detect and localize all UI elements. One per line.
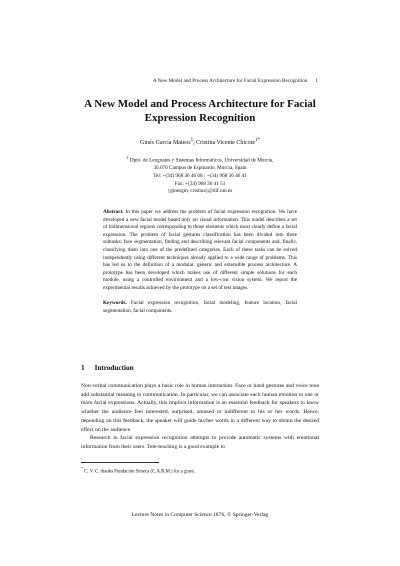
author-name: Cristina Vicente Chicote <box>196 140 255 146</box>
section-body <box>81 382 319 452</box>
footnote <box>81 466 195 475</box>
affiliation-line: 30.070 Campus de Espinardo, Murcia, Spain <box>153 165 247 172</box>
footnote-text: C. V. C. thanks Fundación Séneca (C.A.R.M.) for a grant. <box>83 469 196 475</box>
title-line-1: A New Model and Process Architecture for Facial <box>84 98 316 110</box>
page-number: 1 <box>315 78 318 84</box>
author-affil-mark: 1 <box>190 138 194 143</box>
abstract-label: Abstract. <box>103 209 124 215</box>
footnote-mark: * <box>81 466 83 471</box>
author-affil-mark: 1* <box>255 138 260 143</box>
section-title: Introduction <box>94 364 134 372</box>
affiliation-phone: Tel: +(34) 968 36 46 08 / +(34) 968 36 46 41 <box>153 172 247 179</box>
body-paragraph: Research in facial expression recognition attempts to provide automatic systems with emotional information from their users. Tele-teaching is a good example to <box>81 435 319 450</box>
abstract-text: In this paper we address the problem of facial expression recognition. We have developed a new facial model based only on visual information. This model describes a set of bidimensional regions corresponding to those elements which most clearly define a facial expression. The problem of facial gestures classification has been divided into three subtasks: face segmentation, finding and describing relevant facial components and, finally, classifying them into one of the predefined categories. Each of these tasks can be solved independently using different techniques already applied to a wide range of problems. This has led us to the definition of a modular, generic and extensible process architecture. A prototype has been developed which makes use of different simple solutions for each module, using a controlled environment and a low-cost vision system. We report the experimental results achieved by the prototype on a set of test images. <box>103 209 297 291</box>
footnote-rule <box>81 462 159 463</box>
author-list: Ginés García Mateos$^1$, Cristina Vicente Chicote$^{1*}$ <box>139 138 260 146</box>
keywords <box>103 300 297 315</box>
publication-line: Lecture Notes in Computer Science 1876, © Springer-Verlag <box>131 512 269 518</box>
affiliation-line: $^1$ Dpto. de Lenguajes y Sistemas Informáticos, Universidad de Murcia, <box>126 155 274 164</box>
title-line-2: Expression Recognition <box>144 112 256 124</box>
affiliation-fax: Fax: +(34) 968 36 41 51 <box>174 180 226 187</box>
affiliation-email: {ginesgm, cristina}@dif.um.es <box>167 188 233 195</box>
section-number: 1 <box>81 364 85 372</box>
affiliation-mark: 1 <box>126 155 129 160</box>
abstract <box>103 209 297 293</box>
keywords-text: Facial expression recognition, facial modeling, feature location, facial segmentation, facial components. <box>103 300 297 314</box>
body-paragraph: Non-verbal communication plays a basic role in human interaction. Face or hand gestures and voice tone add substantial meaning to communication. In particular, we can associate each human emotion to one or more facial expressions. Actually, this implicit information is an essential feedback for speakers to know whether the audience feel interested, surprised, amused or indifferent to his or her words. Hence, depending on this feedback, the speaker will guide his/her words in a different way to obtain the desired effect on the audience. <box>81 383 319 433</box>
paper-title <box>60 97 340 125</box>
section-heading <box>81 364 134 372</box>
keywords-label: Keywords. <box>103 300 127 306</box>
running-head <box>153 78 318 84</box>
author-name: Ginés García Mateos <box>139 140 191 146</box>
running-head-text: A New Model and Process Architecture for Facial Expression Recognition <box>152 78 308 84</box>
affiliation-block <box>80 154 320 196</box>
